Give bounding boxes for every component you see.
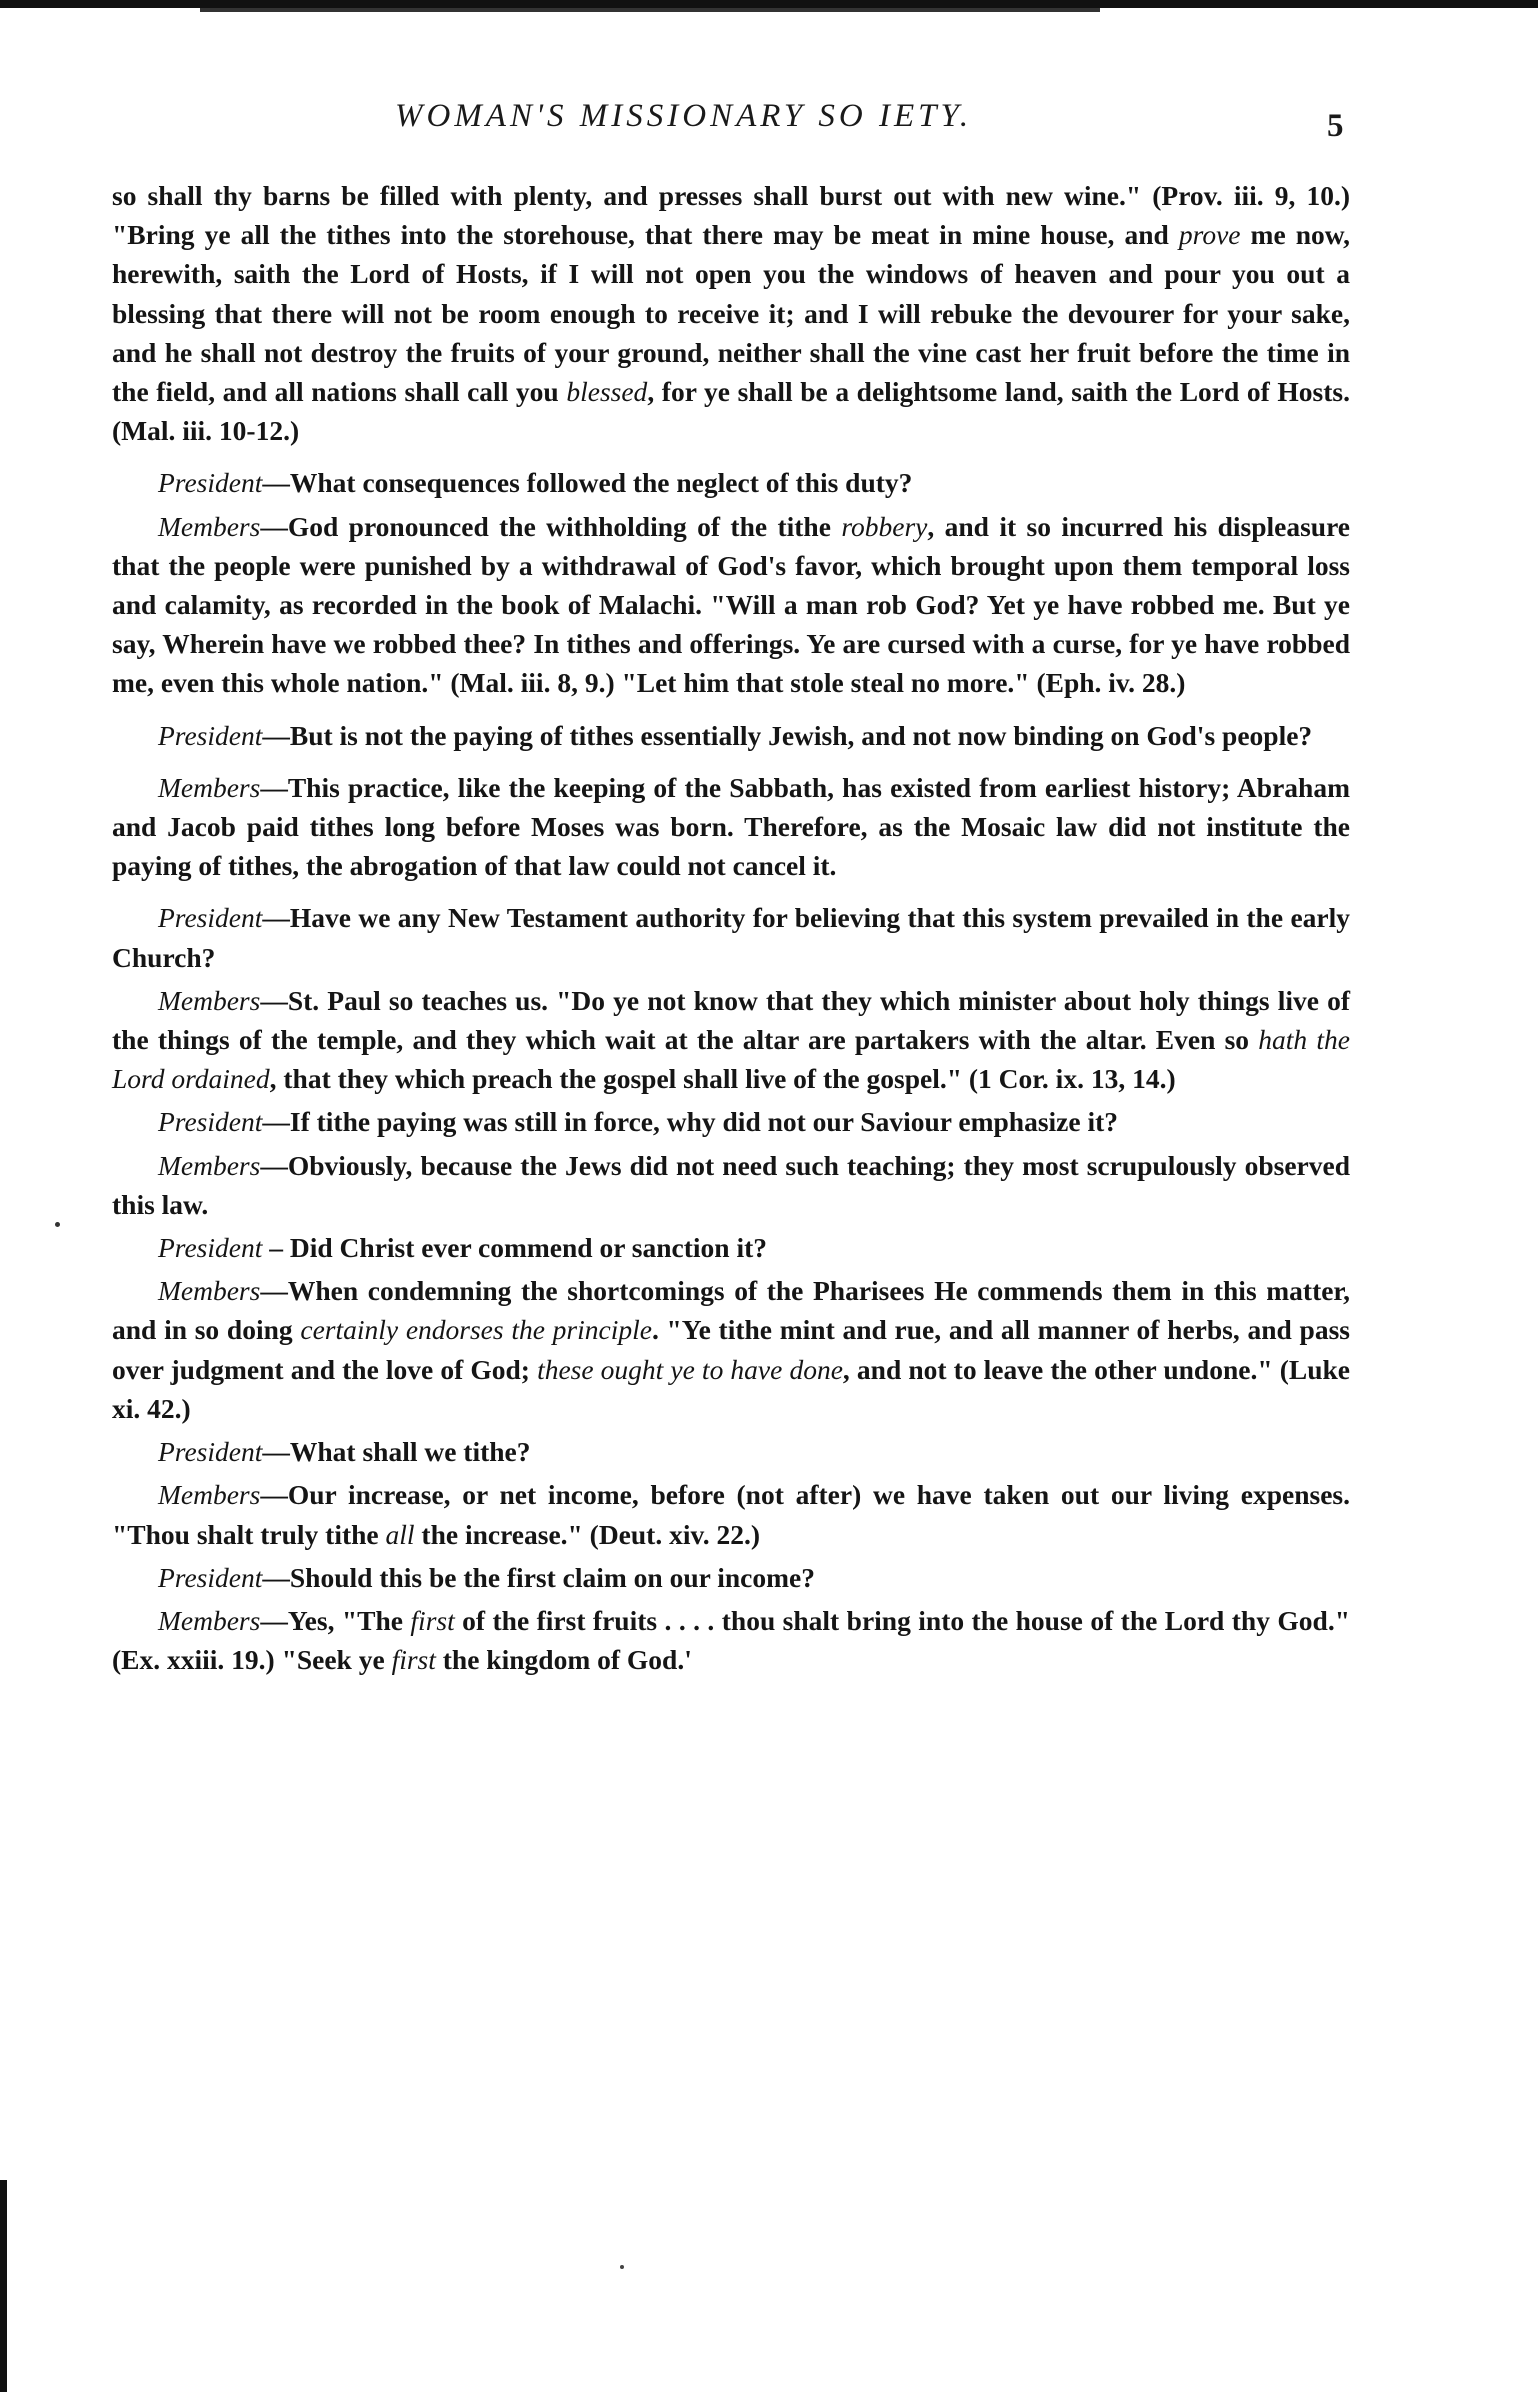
top-scan-shadow [200,8,1100,12]
paragraph [112,716,1350,755]
text-run: —When condemning the shortcomings of the Pharisees He commends them in this matter, and in so doing [112,1275,1350,1346]
text-run: , that they which preach the gospel shall live of the gospel." (1 Cor. ix. 13, 14.) [269,1063,1176,1095]
speaker-label: Members [158,1275,261,1307]
paragraph [112,981,1350,1099]
speaker-label: President [158,1232,263,1264]
text-run: —Our increase, or net income, before (not after) we have taken out our living expenses. "Thou shalt truly tithe [112,1479,1350,1550]
running-head: WOMAN'S MISSIONARY SO IETY. [395,98,973,134]
italic-phrase: hath the Lord ordained [112,1024,1350,1095]
text-run: —What consequences followed the neglect of this duty? [262,467,913,499]
text-run: —What shall we tithe? [262,1436,531,1468]
text-run: , and not to leave the other undone." (Luke xi. 42.) [112,1353,1350,1424]
paragraph [112,768,1350,886]
paragraph [112,1432,1350,1471]
speaker-label: Members [158,984,261,1016]
italic-phrase: blessed [566,376,648,408]
speck-mark [55,1222,60,1227]
page-number: 5 [1327,108,1344,144]
speaker-label: Members [158,1604,261,1636]
speaker-label: President [158,1106,263,1138]
paragraph [112,1271,1350,1428]
paragraph [112,1601,1350,1679]
italic-phrase: first [391,1644,436,1676]
paragraph [112,463,1350,502]
paragraph [112,1146,1350,1224]
left-scan-edge [0,2180,7,2392]
text-run: the increase." (Deut. xiv. 22.) [414,1518,760,1550]
body-text [112,176,1350,1683]
italic-phrase: all [385,1518,415,1550]
speaker-label: President [158,1436,263,1468]
text-run: —But is not the paying of tithes essentially Jewish, and not now binding on God's people? [262,719,1313,751]
text-run: , and it so incurred his displeasure that the people were punished by a withdrawal of God's favor, which brought upon them temporal loss and calamity, as recorded in the book of Malachi. "Will a man rob God? Yet ye have robbed me. But ye say, Wherein have we robbed thee? In tithes and offerings. Ye are cursed with a curse, for ye have robbed me, even this whole nation." (Mal. iii. 8, 9.) "Let him that stole steal no more." (Eph. iv. 28.) [112,510,1351,699]
italic-phrase: prove [1178,219,1241,251]
text-run: . "Ye tithe mint and rue, and all manner of herbs, and pass over judgment and the love of God; [112,1314,1350,1385]
text-run: —Should this be the first claim on our income? [262,1561,815,1593]
paragraph [112,176,1350,450]
speaker-label: Members [158,771,261,803]
italic-phrase: certainly endorses the principle [300,1314,652,1346]
text-run: me now, herewith, saith the Lord of Hosts, if I will not open you the windows of heaven and pour you out a blessing that there will not be room enough to receive it; and I will rebuke the devourer for your sake, and he shall not destroy the fruits of your ground, neither shall the vine cast her fruit before the time in the field, and all nations shall call you [112,219,1350,408]
speaker-label: President [158,467,263,499]
speck-mark [620,2265,624,2269]
text-run: —This practice, like the keeping of the Sabbath, has existed from earliest history; Abraham and Jacob paid tithes long before Moses was born. Therefore, as the Mosaic law did not institute the paying of tithes, the abrogation of that law could not cancel it. [112,771,1350,882]
paragraph [112,1475,1350,1553]
text-run: —God pronounced the withholding of the tithe [260,510,842,542]
text-run: of the first fruits . . . . thou shalt bring into the house of the Lord thy God." (Ex. xxiii. 19.) "Seek ye [112,1604,1350,1676]
paragraph [112,898,1350,976]
text-run: —St. Paul so teaches us. "Do ye not know that they which minister about holy things live of the things of the temple, and they which wait at the altar are partakers with the altar. Even so [112,984,1350,1056]
text-run: – Did Christ ever commend or sanction it? [262,1232,768,1264]
speaker-label: President [158,1561,263,1593]
text-run: —Have we any New Testament authority for believing that this system prevailed in the early Church? [112,902,1350,973]
text-run: —Yes, "The [260,1604,411,1636]
paragraph [112,507,1350,703]
speaker-label: Members [158,510,261,542]
text-run: , for ye shall be a delightsome land, saith the Lord of Hosts. (Mal. iii. 10-12.) [112,376,1350,447]
speaker-label: Members [158,1149,261,1181]
text-run: the kingdom of God.' [435,1644,692,1676]
paragraph [112,1558,1350,1597]
paragraph [112,1102,1350,1141]
speaker-label: President [158,902,263,934]
speaker-label: President [158,719,263,751]
speaker-label: Members [158,1479,261,1511]
text-run: —If tithe paying was still in force, why did not our Saviour emphasize it? [262,1106,1119,1138]
italic-phrase: first [410,1604,455,1636]
text-run: so shall thy barns be filled with plenty, and presses shall burst out with new wine." (Prov. iii. 9, 10.) "Bring ye all the tithes into the storehouse, that there may be meat in mine house, and [112,180,1350,251]
italic-phrase: these ought ye to have done [537,1353,843,1385]
text-run: —Obviously, because the Jews did not need such teaching; they most scrupulously observed this law. [112,1149,1350,1220]
top-scan-edge [0,0,1538,8]
paragraph [112,1228,1350,1267]
italic-phrase: robbery [841,510,928,542]
